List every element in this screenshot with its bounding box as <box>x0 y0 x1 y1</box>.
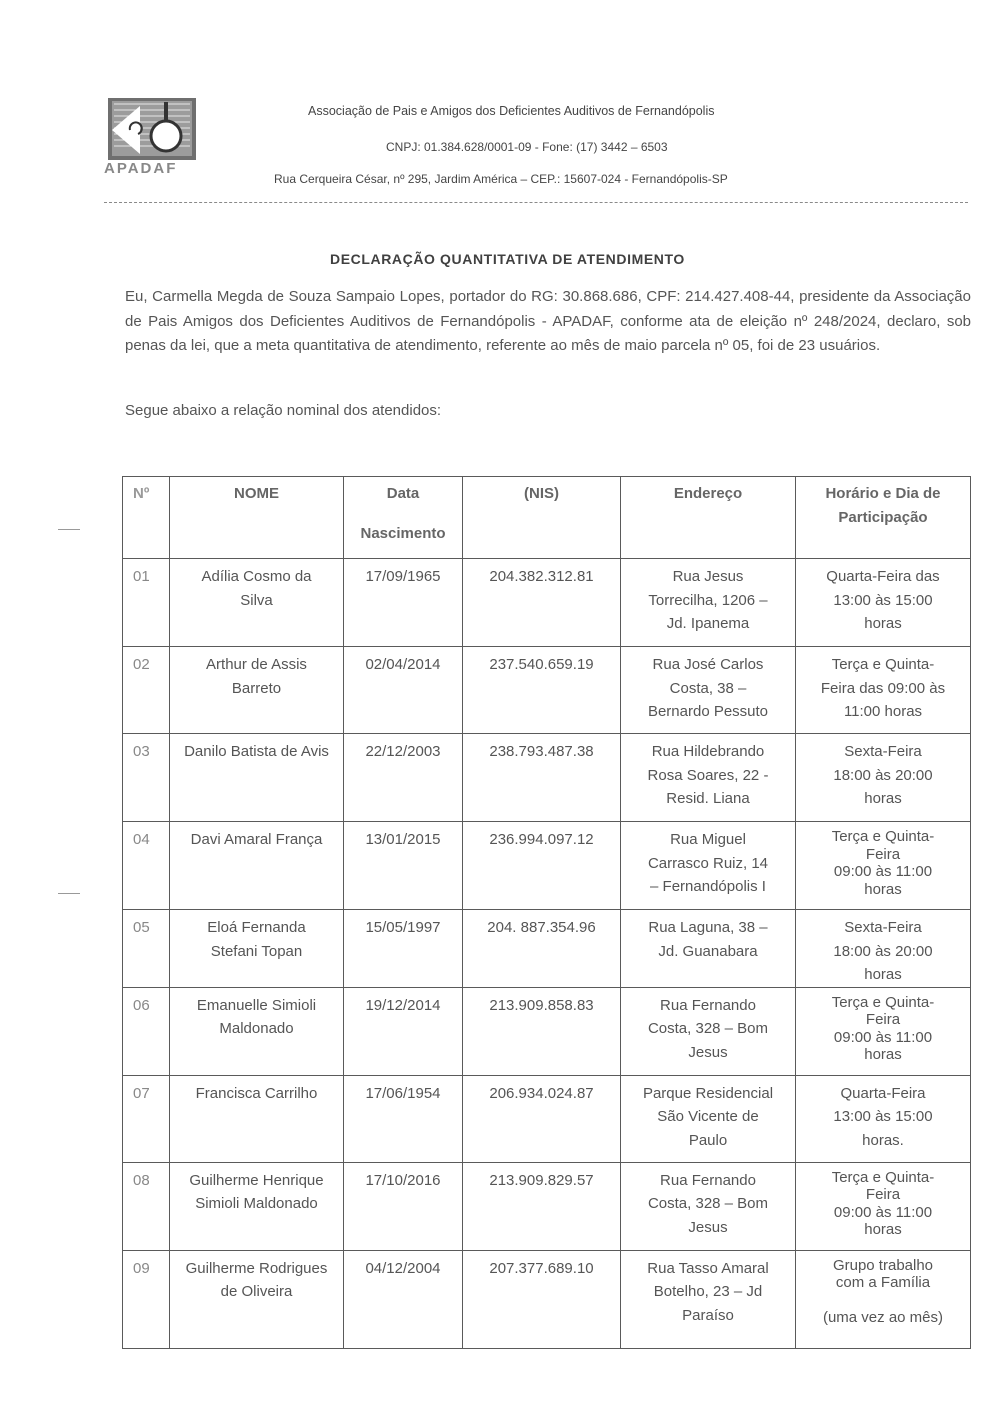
row-address-line: Rua Fernando <box>660 1171 756 1189</box>
document-title: DECLARAÇÃO QUANTITATIVA DE ATENDIMENTO <box>330 251 685 267</box>
row-schedule-line: Grupo trabalho <box>832 1256 934 1274</box>
table-row <box>123 910 971 988</box>
row-schedule-line: (uma vez ao mês) <box>822 1309 944 1326</box>
list-intro: Segue abaixo a relação nominal dos atendidos: <box>125 402 442 419</box>
row-birthdate: 04/12/2004 <box>344 1250 463 1348</box>
row-number: 02 <box>123 647 170 734</box>
row-address <box>621 822 796 910</box>
row-nis: 236.994.097.12 <box>463 822 621 910</box>
row-nis: 204. 887.354.96 <box>463 910 621 988</box>
row-nis: 238.793.487.38 <box>463 734 621 822</box>
row-schedule-line: Quarta-Feira das <box>826 568 940 585</box>
row-address-line: Rua Miguel <box>670 831 746 848</box>
row-nis: 207.377.689.10 <box>463 1250 621 1348</box>
row-schedule-line: Feira <box>865 845 901 863</box>
row-address-line: Rua Jesus <box>672 568 744 585</box>
row-number: 03 <box>123 734 170 822</box>
row-schedule-line: 18:00 às 20:00 <box>833 942 933 960</box>
row-schedule <box>796 910 971 988</box>
table-row <box>123 647 971 734</box>
row-name: Eloá Fernanda Stefani Topan <box>170 910 344 988</box>
row-schedule-line: horas <box>864 790 902 807</box>
row-schedule-line: Feira <box>865 1186 901 1203</box>
logo-wordmark: APADAF <box>104 160 178 177</box>
table-row <box>123 1162 971 1250</box>
row-number: 06 <box>123 987 170 1075</box>
row-address-line: Torrecilha, 1206 – <box>648 591 768 609</box>
table-header-row <box>123 477 971 559</box>
row-name: Danilo Batista de Avis <box>170 734 344 822</box>
row-schedule <box>796 647 971 734</box>
row-schedule-line: Terça e Quinta- <box>831 656 935 673</box>
row-birthdate: 13/01/2015 <box>344 822 463 910</box>
row-name: Francisca Carrilho <box>170 1075 344 1162</box>
row-schedule-line <box>796 1292 970 1310</box>
row-schedule-line: Terça e Quinta- <box>831 828 935 845</box>
row-schedule-line: 11:00 horas <box>843 703 923 720</box>
row-schedule-line: Sexta-Feira <box>844 919 922 936</box>
row-schedule-line: horas <box>864 880 902 898</box>
header-nis: (NIS) <box>463 477 621 559</box>
row-name: Arthur de Assis Barreto <box>170 647 344 734</box>
row-schedule-line: 13:00 às 15:00 <box>833 591 933 609</box>
association-name: Associação de Pais e Amigos dos Deficientes Auditivos de Fernandópolis <box>308 104 715 118</box>
row-address <box>621 647 796 734</box>
row-schedule-line: horas <box>864 966 902 983</box>
address-line: Rua Cerqueira César, nº 295, Jardim América – CEP.: 15607-024 - Fernandópolis-SP <box>274 172 728 186</box>
row-address <box>621 987 796 1075</box>
row-schedule <box>796 1162 971 1250</box>
declaration-paragraph: Eu, Carmella Megda de Souza Sampaio Lopes, portador do RG: 30.868.686, CPF: 214.427.408-44, presidente da Associação de Pais Amigos dos Deficientes Auditivos de Fernandópolis - APADAF, conforme ata de eleição nº 248/2024, declaro, sob penas da lei, que a meta quantitativa de atendimento, referente ao mês de maio parcela nº 05, foi de 23 usuários. <box>125 288 971 354</box>
row-address-line: Rua Tasso Amaral <box>647 1259 769 1277</box>
attendees-table <box>122 476 971 1349</box>
row-address-line: Jd. Ipanema <box>666 615 750 632</box>
row-nis: 213.909.829.57 <box>463 1162 621 1250</box>
row-name: Guilherme Rodrigues de Oliveira <box>170 1250 344 1348</box>
row-address-line: Rua Fernando <box>660 996 756 1014</box>
row-address-line: Rosa Soares, 22 - <box>647 766 769 784</box>
row-address-line: Paraíso <box>682 1306 734 1324</box>
row-name: Guilherme Henrique Simioli Maldonado <box>170 1162 344 1250</box>
row-name: Adília Cosmo da Silva <box>170 559 344 647</box>
row-address-line: Costa, 328 – Bom <box>647 1195 769 1212</box>
row-schedule-line: com a Família <box>835 1274 931 1291</box>
row-address-line: Carrasco Ruiz, 14 <box>647 854 769 872</box>
row-birthdate: 17/10/2016 <box>344 1162 463 1250</box>
row-schedule <box>796 822 971 910</box>
row-address-line: Resid. Liana <box>666 790 750 807</box>
table-row <box>123 734 971 822</box>
row-address-line: Costa, 328 – Bom <box>647 1020 769 1037</box>
row-schedule-line: Terça e Quinta- <box>831 993 935 1011</box>
header-address: Endereço <box>621 477 796 559</box>
header-num: Nº <box>123 477 170 559</box>
header-birthdate-l2: Nascimento <box>360 524 446 542</box>
row-nis: 237.540.659.19 <box>463 647 621 734</box>
header-divider <box>104 202 968 203</box>
row-schedule-line: horas. <box>862 1131 904 1149</box>
row-address-line: São Vicente de <box>657 1108 759 1125</box>
row-schedule-line: 09:00 às 11:00 <box>833 863 933 880</box>
row-nis: 206.934.024.87 <box>463 1075 621 1162</box>
row-nis: 204.382.312.81 <box>463 559 621 647</box>
row-birthdate: 02/04/2014 <box>344 647 463 734</box>
row-address-line: Rua José Carlos <box>652 656 764 673</box>
table-row <box>123 822 971 910</box>
row-number: 08 <box>123 1162 170 1250</box>
row-address-line: Parque Residencial <box>642 1084 774 1102</box>
row-birthdate: 17/06/1954 <box>344 1075 463 1162</box>
row-schedule-line: Feira <box>865 1011 901 1028</box>
scan-mark <box>58 529 80 530</box>
row-schedule-line: 13:00 às 15:00 <box>833 1108 933 1125</box>
row-birthdate: 17/09/1965 <box>344 559 463 647</box>
row-birthdate: 22/12/2003 <box>344 734 463 822</box>
header-birthdate-l1: Data <box>386 485 420 502</box>
row-address-line: Rua Hildebrando <box>651 743 765 760</box>
table-row <box>123 1250 971 1348</box>
row-address-line: Jd. Guanabara <box>658 942 758 960</box>
row-schedule <box>796 734 971 822</box>
row-address <box>621 1075 796 1162</box>
row-schedule-line: 18:00 às 20:00 <box>833 766 933 784</box>
row-address-line: Jesus <box>688 1043 728 1061</box>
row-number: 09 <box>123 1250 170 1348</box>
row-name: Emanuelle Simioli Maldonado <box>170 987 344 1075</box>
row-number: 05 <box>123 910 170 988</box>
row-schedule <box>796 987 971 1075</box>
row-address-line: Rua Laguna, 38 – <box>648 919 768 936</box>
row-schedule <box>796 1075 971 1162</box>
header-name: NOME <box>170 477 344 559</box>
row-birthdate: 19/12/2014 <box>344 987 463 1075</box>
row-address <box>621 1250 796 1348</box>
header-birthdate <box>344 477 463 559</box>
row-schedule-line: 09:00 às 11:00 <box>833 1028 933 1046</box>
row-number: 07 <box>123 1075 170 1162</box>
header-schedule: Horário e Dia de Participação <box>796 477 971 559</box>
row-address <box>621 559 796 647</box>
row-schedule-line: horas <box>864 615 902 632</box>
row-schedule-line: Quarta-Feira <box>840 1084 926 1102</box>
row-schedule-line: Sexta-Feira <box>844 743 922 760</box>
row-address <box>621 910 796 988</box>
row-address-line: – Fernandópolis I <box>650 878 766 895</box>
row-nis: 213.909.858.83 <box>463 987 621 1075</box>
row-address-line: Costa, 38 – <box>669 679 747 697</box>
row-address-line: Paulo <box>688 1131 728 1149</box>
row-schedule <box>796 1250 971 1348</box>
row-address-line: Jesus <box>688 1218 728 1236</box>
row-schedule-line: Feira das 09:00 às <box>820 679 946 697</box>
table-row <box>123 987 971 1075</box>
row-schedule-line: Terça e Quinta- <box>831 1168 935 1186</box>
row-address <box>621 1162 796 1250</box>
row-schedule-line: 09:00 às 11:00 <box>833 1203 933 1221</box>
table-row <box>123 559 971 647</box>
row-number: 04 <box>123 822 170 910</box>
row-address <box>621 734 796 822</box>
cnpj-phone: CNPJ: 01.384.628/0001-09 - Fone: (17) 3442 – 6503 <box>386 140 668 154</box>
row-schedule <box>796 559 971 647</box>
row-schedule-line: horas <box>864 1046 902 1063</box>
row-address-line: Botelho, 23 – Jd <box>653 1283 763 1300</box>
row-address-line: Bernardo Pessuto <box>647 703 769 720</box>
row-schedule-line: horas <box>864 1221 902 1238</box>
row-name: Davi Amaral França <box>170 822 344 910</box>
row-birthdate: 15/05/1997 <box>344 910 463 988</box>
row-number: 01 <box>123 559 170 647</box>
table-row <box>123 1075 971 1162</box>
scan-mark <box>58 893 80 894</box>
